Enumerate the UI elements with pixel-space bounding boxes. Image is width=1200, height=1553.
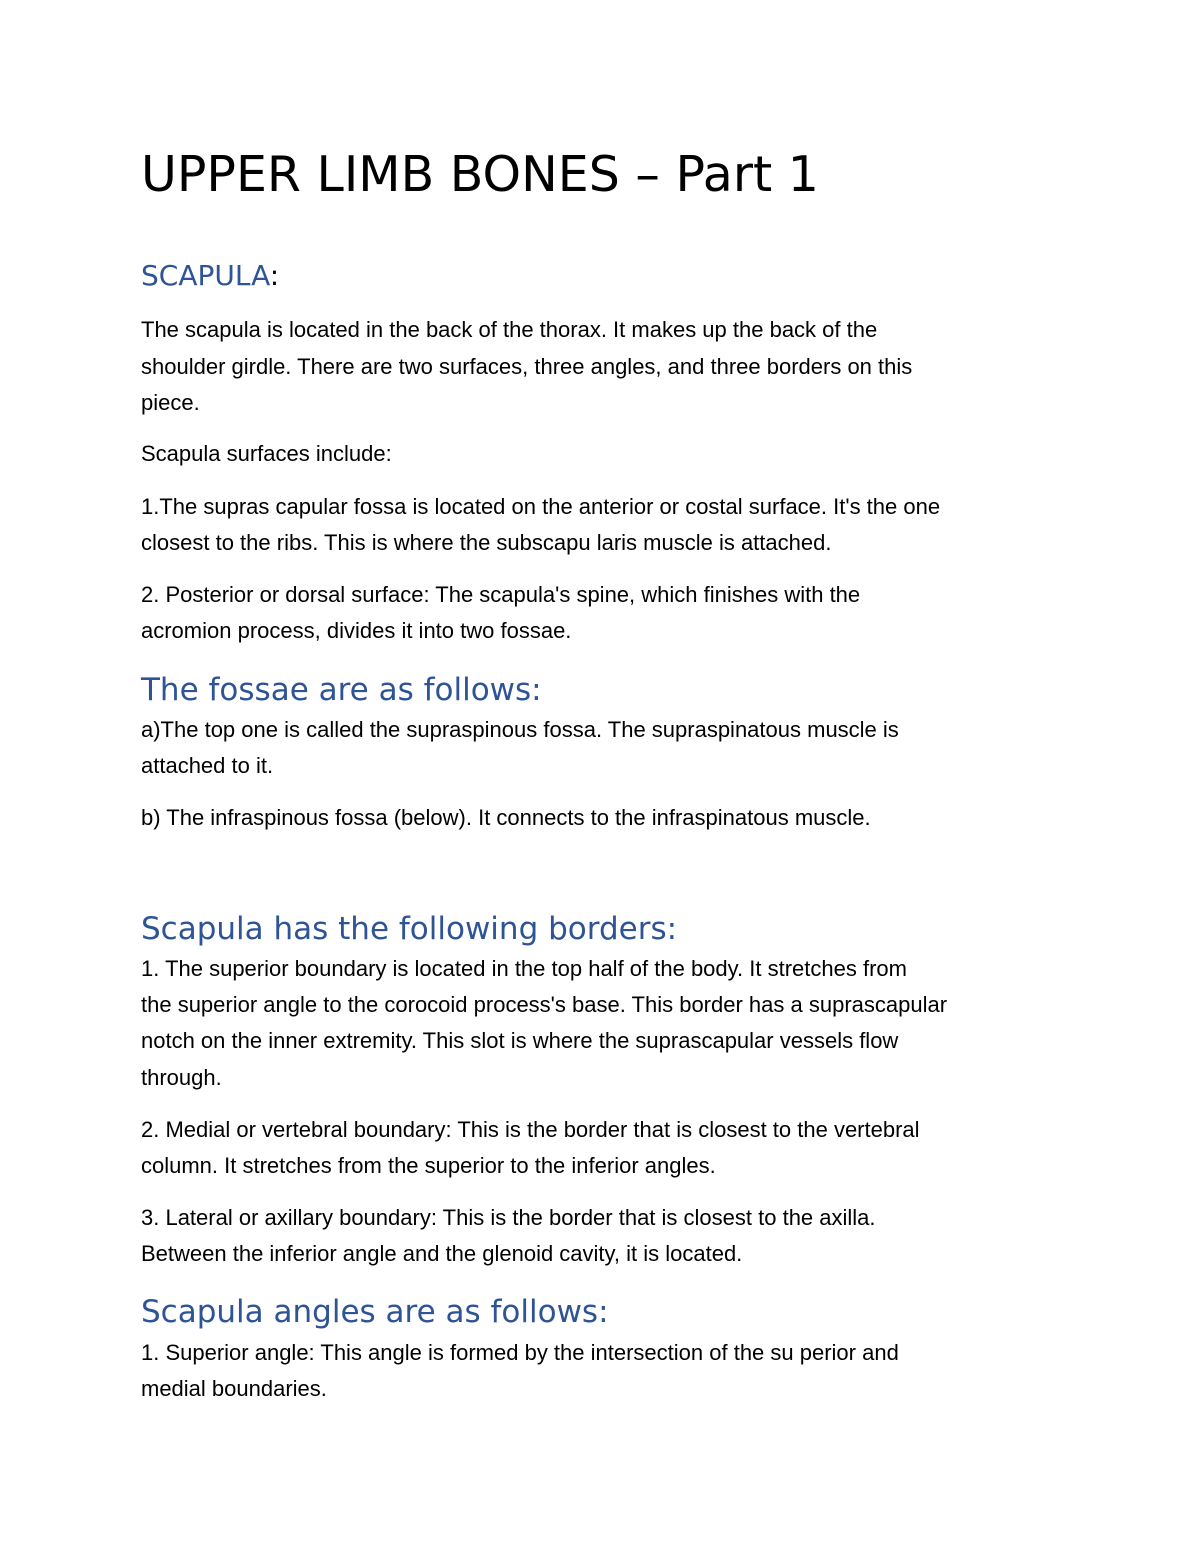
scapula-intro-line-3: piece. xyxy=(141,390,200,415)
angle-1-line-1: 1. Superior angle: This angle is formed by the intersection of the su perior and xyxy=(141,1340,899,1365)
border-1-line-4: through. xyxy=(141,1065,222,1090)
surface-1-line-1: 1.The supras capular fossa is located on the anterior or costal surface. It's the one xyxy=(141,494,941,519)
border-1-line-2: the superior angle to the corocoid process's base. This border has a suprascapular xyxy=(141,992,948,1017)
border-3-line-2: Between the inferior angle and the glenoid cavity, it is located. xyxy=(141,1241,743,1266)
fossa-a-line-1: a)The top one is called the supraspinous fossa. The supraspinatous muscle is xyxy=(141,717,899,742)
fossae-heading: The fossae are as follows: xyxy=(141,672,542,708)
scapula-intro-line-2: shoulder girdle. There are two surfaces, three angles, and three borders on this xyxy=(141,354,913,379)
fossa-a-line-2: attached to it. xyxy=(141,753,274,778)
scapula-heading xyxy=(141,259,280,292)
border-3-line-1: 3. Lateral or axillary boundary: This is the border that is closest to the axilla. xyxy=(141,1205,876,1230)
border-2-line-1: 2. Medial or vertebral boundary: This is the border that is closest to the vertebral xyxy=(141,1117,920,1142)
border-2-line-2: column. It stretches from the superior to the inferior angles. xyxy=(141,1153,716,1178)
angles-heading: Scapula angles are as follows: xyxy=(141,1294,609,1330)
scapula-heading-text: SCAPULA xyxy=(141,259,270,292)
surface-1-line-2: closest to the ribs. This is where the subscapu laris muscle is attached. xyxy=(141,530,832,555)
angle-1-line-2: medial boundaries. xyxy=(141,1376,327,1401)
border-1-line-1: 1. The superior boundary is located in the top half of the body. It stretches from xyxy=(141,956,907,981)
scapula-heading-colon: : xyxy=(269,259,280,292)
surface-2-line-1: 2. Posterior or dorsal surface: The scapula's spine, which finishes with the xyxy=(141,582,861,607)
surface-2-line-2: acromion process, divides it into two fossae. xyxy=(141,618,572,643)
scapula-intro-line-1: The scapula is located in the back of the thorax. It makes up the back of the xyxy=(141,317,878,342)
surfaces-intro: Scapula surfaces include: xyxy=(141,441,392,466)
border-1-line-3: notch on the inner extremity. This slot is where the suprascapular vessels flow xyxy=(141,1028,899,1053)
fossa-b: b) The infraspinous fossa (below). It connects to the infraspinatous muscle. xyxy=(141,805,871,830)
document-title: UPPER LIMB BONES – Part 1 xyxy=(141,146,819,203)
borders-heading: Scapula has the following borders: xyxy=(141,911,678,947)
